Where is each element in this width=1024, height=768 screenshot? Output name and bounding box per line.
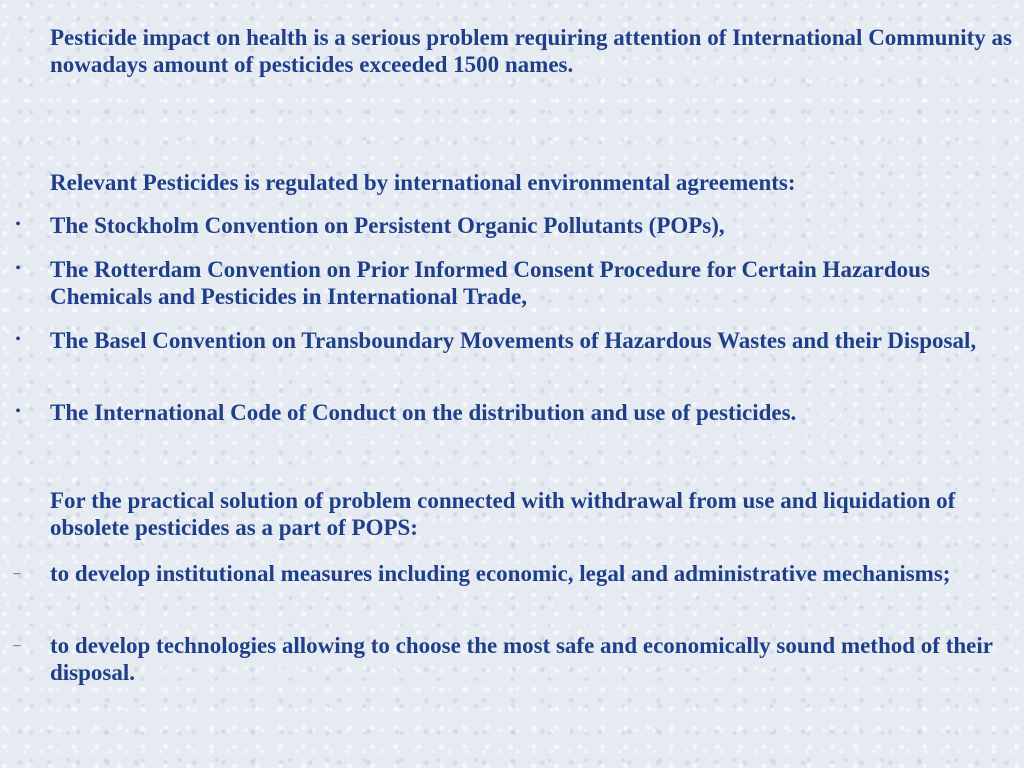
solution-heading: For the practical solution of problem connected with withdrawal from use and liquidation of obsolete pesticides as a part of POPS: bbox=[50, 488, 956, 540]
intro-paragraph: Pesticide impact on health is a serious problem requiring attention of International Community as nowadays amount of pesticides exceeded 1500 names. bbox=[50, 25, 1012, 77]
agreement-item-rotterdam: The Rotterdam Convention on Prior Informed Consent Procedure for Certain Hazardous Chemicals and Pesticides in International Trade, bbox=[50, 257, 930, 309]
solution-item-institutional: to develop institutional measures including economic, legal and administrative mechanisms; bbox=[50, 561, 951, 586]
agreements-heading: Relevant Pesticides is regulated by international environmental agreements: bbox=[50, 170, 796, 195]
bullet-icon: • bbox=[15, 216, 21, 233]
solution-item-technologies: to develop technologies allowing to choose the most safe and economically sound method of their disposal. bbox=[50, 633, 993, 685]
agreement-item-stockholm: The Stockholm Convention on Persistent Organic Pollutants (POPs), bbox=[50, 213, 725, 238]
bullet-icon: • bbox=[15, 260, 21, 277]
dash-icon: – bbox=[13, 638, 21, 653]
agreement-item-basel: The Basel Convention on Transboundary Movements of Hazardous Wastes and their Disposal, bbox=[50, 328, 977, 353]
bullet-icon: • bbox=[15, 403, 21, 420]
bullet-icon: • bbox=[15, 331, 21, 348]
agreement-item-code-of-conduct: The International Code of Conduct on the distribution and use of pesticides. bbox=[50, 400, 797, 425]
dash-icon: – bbox=[13, 566, 21, 581]
